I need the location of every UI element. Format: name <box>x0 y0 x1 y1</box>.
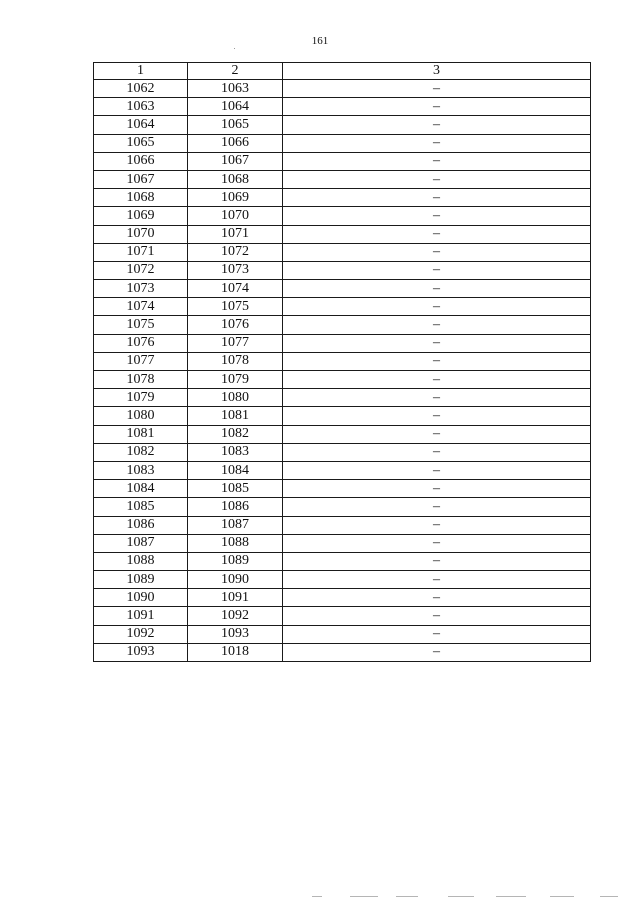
table-cell-col-2: 1073 <box>188 261 283 279</box>
table-cell-col-2: 1018 <box>188 643 283 661</box>
table-cell-col-3: – <box>283 571 591 589</box>
table-cell-col-1: 1062 <box>94 80 188 98</box>
table-cell-col-3: – <box>283 443 591 461</box>
table-cell-col-2: 1082 <box>188 425 283 443</box>
table-cell-col-2: 1063 <box>188 80 283 98</box>
table-cell-col-3: – <box>283 352 591 370</box>
table-cell-col-1: 1067 <box>94 170 188 188</box>
table-cell-col-3: – <box>283 261 591 279</box>
table-cell-col-3: – <box>283 298 591 316</box>
table-cell-col-1: 1074 <box>94 298 188 316</box>
table-row <box>94 461 591 479</box>
table-header-row <box>94 63 591 80</box>
table-cell-col-3: – <box>283 152 591 170</box>
table-cell-col-1: 1092 <box>94 625 188 643</box>
table-cell-col-2: 1093 <box>188 625 283 643</box>
table-row <box>94 534 591 552</box>
table-row <box>94 571 591 589</box>
table-row <box>94 298 591 316</box>
table-row <box>94 80 591 98</box>
table-cell-col-3: – <box>283 498 591 516</box>
table-cell-col-2: 1085 <box>188 480 283 498</box>
table-cell-col-3: – <box>283 643 591 661</box>
table-cell-col-2: 1071 <box>188 225 283 243</box>
table-cell-col-3: – <box>283 207 591 225</box>
table-cell-col-1: 1080 <box>94 407 188 425</box>
table-row <box>94 389 591 407</box>
scan-footer-marks <box>300 895 630 899</box>
table-cell-col-1: 1070 <box>94 225 188 243</box>
table-row <box>94 589 591 607</box>
table-row <box>94 243 591 261</box>
table-cell-col-2: 1089 <box>188 552 283 570</box>
table-row <box>94 116 591 134</box>
table-cell-col-3: – <box>283 134 591 152</box>
table-cell-col-2: 1072 <box>188 243 283 261</box>
table-cell-col-1: 1068 <box>94 189 188 207</box>
table-cell-col-1: 1089 <box>94 571 188 589</box>
table-cell-col-3: – <box>283 371 591 389</box>
column-header-1: 1 <box>94 63 188 80</box>
table-cell-col-1: 1078 <box>94 371 188 389</box>
table-cell-col-1: 1075 <box>94 316 188 334</box>
table-cell-col-1: 1084 <box>94 480 188 498</box>
table-row <box>94 480 591 498</box>
table-cell-col-2: 1090 <box>188 571 283 589</box>
page-number: 161 <box>311 35 329 47</box>
table-cell-col-1: 1093 <box>94 643 188 661</box>
table-row <box>94 189 591 207</box>
table-cell-col-1: 1083 <box>94 461 188 479</box>
table-cell-col-2: 1064 <box>188 98 283 116</box>
table-cell-col-3: – <box>283 534 591 552</box>
table-cell-col-2: 1081 <box>188 407 283 425</box>
table-cell-col-3: – <box>283 116 591 134</box>
table-cell-col-2: 1087 <box>188 516 283 534</box>
table-cell-col-2: 1083 <box>188 443 283 461</box>
table-cell-col-3: – <box>283 480 591 498</box>
table-cell-col-3: – <box>283 389 591 407</box>
table-body <box>94 80 591 662</box>
table-cell-col-2: 1068 <box>188 170 283 188</box>
table-cell-col-3: – <box>283 80 591 98</box>
table-cell-col-2: 1086 <box>188 498 283 516</box>
table-cell-col-3: – <box>283 607 591 625</box>
table-cell-col-2: 1078 <box>188 352 283 370</box>
table-row <box>94 607 591 625</box>
table-row <box>94 152 591 170</box>
table-cell-col-3: – <box>283 589 591 607</box>
table-cell-col-3: – <box>283 334 591 352</box>
table-cell-col-1: 1086 <box>94 516 188 534</box>
table-cell-col-2: 1075 <box>188 298 283 316</box>
table-cell-col-1: 1066 <box>94 152 188 170</box>
table-cell-col-2: 1069 <box>188 189 283 207</box>
table-cell-col-1: 1071 <box>94 243 188 261</box>
table-cell-col-3: – <box>283 170 591 188</box>
table-cell-col-1: 1088 <box>94 552 188 570</box>
table-cell-col-3: – <box>283 225 591 243</box>
table-row <box>94 134 591 152</box>
table-cell-col-1: 1081 <box>94 425 188 443</box>
table-cell-col-1: 1085 <box>94 498 188 516</box>
table-row <box>94 98 591 116</box>
table-cell-col-2: 1088 <box>188 534 283 552</box>
table-cell-col-2: 1065 <box>188 116 283 134</box>
table-cell-col-2: 1080 <box>188 389 283 407</box>
scan-speck <box>234 48 235 49</box>
table-cell-col-2: 1076 <box>188 316 283 334</box>
column-header-3: 3 <box>283 63 591 80</box>
table-cell-col-1: 1087 <box>94 534 188 552</box>
table-row <box>94 316 591 334</box>
table-cell-col-1: 1064 <box>94 116 188 134</box>
table-cell-col-1: 1082 <box>94 443 188 461</box>
table-cell-col-3: – <box>283 552 591 570</box>
table-row <box>94 280 591 298</box>
table-cell-col-1: 1069 <box>94 207 188 225</box>
table-cell-col-3: – <box>283 461 591 479</box>
table-row <box>94 425 591 443</box>
table-cell-col-3: – <box>283 243 591 261</box>
table-row <box>94 552 591 570</box>
table-cell-col-2: 1077 <box>188 334 283 352</box>
table-header <box>94 63 591 80</box>
table-row <box>94 643 591 661</box>
data-table <box>93 62 591 662</box>
table-cell-col-2: 1074 <box>188 280 283 298</box>
table-cell-col-1: 1073 <box>94 280 188 298</box>
table-row <box>94 371 591 389</box>
table-cell-col-3: – <box>283 625 591 643</box>
table-cell-col-3: – <box>283 280 591 298</box>
table-cell-col-1: 1091 <box>94 607 188 625</box>
table-row <box>94 352 591 370</box>
table-row <box>94 625 591 643</box>
table-cell-col-3: – <box>283 189 591 207</box>
table-row <box>94 261 591 279</box>
table-row <box>94 443 591 461</box>
table-cell-col-2: 1067 <box>188 152 283 170</box>
table-cell-col-2: 1079 <box>188 371 283 389</box>
table-cell-col-1: 1065 <box>94 134 188 152</box>
table-row <box>94 498 591 516</box>
table-cell-col-2: 1091 <box>188 589 283 607</box>
column-header-2: 2 <box>188 63 283 80</box>
table-row <box>94 334 591 352</box>
table-row <box>94 225 591 243</box>
table-cell-col-1: 1072 <box>94 261 188 279</box>
table-row <box>94 516 591 534</box>
table-cell-col-2: 1070 <box>188 207 283 225</box>
table-cell-col-1: 1076 <box>94 334 188 352</box>
table-row <box>94 407 591 425</box>
table-cell-col-3: – <box>283 316 591 334</box>
table-cell-col-1: 1063 <box>94 98 188 116</box>
table-row <box>94 207 591 225</box>
table-cell-col-3: – <box>283 516 591 534</box>
table-cell-col-3: – <box>283 425 591 443</box>
table-cell-col-2: 1066 <box>188 134 283 152</box>
table-row <box>94 170 591 188</box>
table-cell-col-3: – <box>283 98 591 116</box>
table-cell-col-1: 1079 <box>94 389 188 407</box>
table-cell-col-1: 1077 <box>94 352 188 370</box>
table-cell-col-3: – <box>283 407 591 425</box>
table-cell-col-2: 1084 <box>188 461 283 479</box>
table-cell-col-2: 1092 <box>188 607 283 625</box>
table-cell-col-1: 1090 <box>94 589 188 607</box>
